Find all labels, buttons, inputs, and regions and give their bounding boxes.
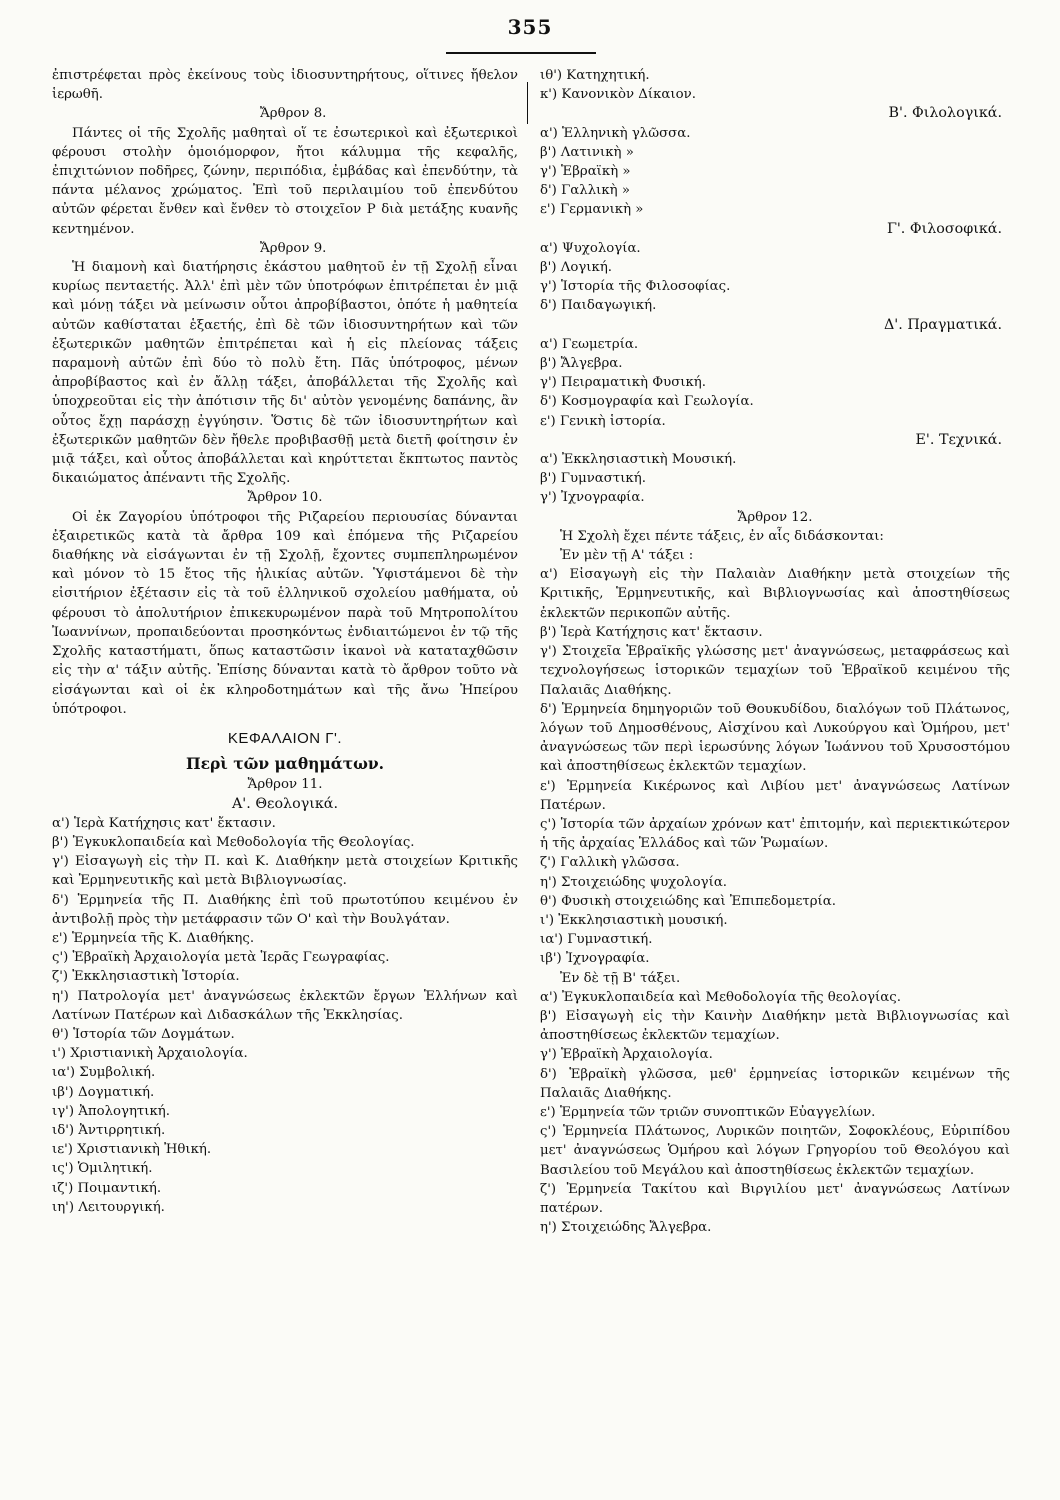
- right-column: [540, 66, 1010, 1237]
- list-item: ς') Ἱστορία τῶν ἀρχαίων χρόνων κατ' ἐπιτομήν, καὶ περιεκτικώτερον ἡ τῆς ἀρχαίας Ἑλλάδος καὶ τῶν Ῥωμαίων.: [540, 816, 1010, 852]
- list-item: θ') Φυσικὴ στοιχειώδης καὶ Ἐπιπεδομετρία.: [540, 893, 836, 909]
- list-item: ζ') Γαλλικὴ γλῶσσα.: [540, 855, 680, 871]
- list-item: α') Ψυχολογία.: [540, 240, 641, 256]
- chapter-title: ΚΕΦΑΛΑΙΟΝ Γ'.: [227, 729, 343, 747]
- header-rule: [446, 52, 596, 54]
- article-12-title: Ἄρθρον 12.: [737, 509, 813, 525]
- list-item: α') Εἰσαγωγὴ εἰς τὴν Παλαιὰν Διαθήκην μετὰ στοιχείων τῆς Κριτικῆς, Ἑρμηνευτικῆς, καὶ Βιβλιογνωσίας καὶ ἀποστηθίσεως ἐκλεκτῶν περικοπῶν αὐτῆς.: [540, 567, 1010, 621]
- list-item: β') Ἐγκυκλοπαιδεία καὶ Μεθοδολογία τῆς Θεολογίας.: [52, 834, 415, 850]
- left-column: [52, 66, 518, 1217]
- section-d-title: Δ'. Πραγματικά.: [883, 316, 1002, 333]
- list-item: ζ') Ἑρμηνεία Τακίτου καὶ Βιργιλίου μετ' ἀναγνώσεως Λατίνων πατέρων.: [540, 1181, 1010, 1216]
- list-item: β') Λατινικὴ »: [540, 144, 634, 160]
- list-item: α') Γεωμετρία.: [540, 336, 639, 352]
- list-item: γ') Στοιχεῖα Ἑβραϊκῆς γλώσσης μετ' ἀναγνώσεως, μεταφράσεως καὶ τεχνολογήσεως ἱστορικῶν τεμαχίων τοῦ Ἑβραϊκοῦ κειμένου τῆς Παλαιᾶς Διαθήκης.: [540, 644, 1010, 698]
- list-item: ε') Γερμανικὴ »: [540, 202, 644, 218]
- chapter-subtitle: Περὶ τῶν μαθημάτων.: [185, 754, 385, 774]
- list-item: δ') Ἑρμηνεία τῆς Π. Διαθήκης ἐπὶ τοῦ πρωτοτύπου κειμένου ἐν ἀντιβολῇ πρὸς τὴν μετάφρασιν τῶν Ο' καὶ τὴν Βουλγάταν.: [52, 892, 518, 927]
- article-9-title: Ἄρθρον 9.: [260, 240, 327, 256]
- list-item: ιζ') Ποιμαντική.: [52, 1180, 162, 1196]
- list-item: ε') Ἑρμηνεία τῶν τριῶν συνοπτικῶν Εὐαγγελίων.: [540, 1104, 876, 1120]
- list-item: β') Ἄλγεβρα.: [540, 356, 623, 372]
- list-item: γ') Ἱστορία τῆς Φιλοσοφίας.: [540, 279, 731, 295]
- list-item: β') Γυμναστική.: [540, 471, 646, 487]
- article-11-title: Ἄρθρον 11.: [247, 777, 323, 793]
- list-item: θ') Ἱστορία τῶν Δογμάτων.: [52, 1026, 235, 1042]
- article-10-title: Ἄρθρον 10.: [247, 490, 323, 506]
- list-item: ιε') Χριστιανικὴ Ἠθική.: [52, 1142, 212, 1158]
- list-item: κ') Κανονικὸν Δίκαιον.: [540, 87, 696, 103]
- list-item: β') Λογική.: [540, 260, 613, 276]
- class-a-intro: Ἐν μὲν τῇ Α' τάξει :: [560, 548, 694, 564]
- article-8-title: Ἄρθρον 8.: [260, 106, 327, 122]
- list-item: η') Στοιχειώδης ψυχολογία.: [540, 874, 728, 890]
- list-item: δ') Γαλλικὴ »: [540, 183, 630, 199]
- article-8-text: Πάντες οἱ τῆς Σχολῆς μαθηταὶ οἵ τε ἐσωτερικοὶ καὶ ἐξωτερικοὶ φέρουσι στολὴν ὁμοιόμορφον, ἤτοι κάλυμμα τῆς κεφαλῆς, ἐπιχιτώνιον ποδῆρες, ζώνην, περιπόδια, ἐμβάδας καὶ ἐπενδύτην, τὰ πάντα μέλανος χρώματος. Ἐπὶ τοῦ περιλαιμίου τοῦ ἐπενδύτου αὐτῶν φέρεται ἔνθεν καὶ ἔνθεν τὸ στοιχεῖον Ρ διὰ μετάξης κυανῆς κεντημένον.: [52, 125, 518, 237]
- list-item: ια') Γυμναστική.: [540, 932, 653, 948]
- list-item: ς') Ἑβραϊκὴ Ἀρχαιολογία μετὰ Ἱερᾶς Γεωγραφίας.: [52, 950, 390, 966]
- list-item: γ') Ἰχνογραφία.: [540, 490, 645, 506]
- list-item: γ') Εἰσαγωγὴ εἰς τὴν Π. καὶ Κ. Διαθήκην μετὰ στοιχείων Κριτικῆς καὶ Ἑρμηνευτικῆς καὶ μετὰ Βιβλιογνωσίας.: [52, 854, 518, 889]
- list-item: γ') Ἑβραϊκὴ »: [540, 164, 631, 180]
- article-9-text: Ἡ διαμονὴ καὶ διατήρησις ἑκάστου μαθητοῦ ἐν τῇ Σχολῇ εἶναι κυρίως πενταετής. Ἀλλ' ἐπὶ μὲν τῶν ὑποτρόφων ἐπιτρέπεται ἐν μιᾷ καὶ μόνῃ τάξει νὰ μείνωσιν οὗτοι ἀπροβίβαστοι, ὁπότε ἡ μαθητεία αὐτῶν καθίσταται ἑξαετής, ἐπὶ δὲ τῶν ἰδιοσυντηρήτων καὶ τῶν ἐξωτερικῶν μαθητῶν ἐπιτρέπεται καὶ ἡ εἰς πλείονας τάξεις παραμονὴ αὐτῶν ἐπὶ δύο τὸ πολὺ ἔτη. Πᾶς ὑπότροφος, μένων ἀπροβίβαστος καὶ ἐν ἄλλῃ τάξει, ἀποβάλλεται τῆς Σχολῆς καὶ ὑποχρεοῦται εἰς τὴν ἀπότισιν τῆς δι' αὐτὸν γενομένης δαπάνης, ἂν οὗτος ἔχῃ παράσχῃ ἐγγύησιν. Ὅστις δὲ τῶν ἰδιοσυντηρήτων καὶ ἐξωτερικῶν μαθητῶν δὲν ἤθελε προβιβασθῇ μετὰ διετῆ φοίτησιν ἐν μιᾷ τάξει, καὶ οὗτος ἀποβάλλεται καὶ κηρύττεται ἔκπτωτος παντὸς δικαιώματος ἀπέναντι τῆς Σχολῆς.: [52, 260, 518, 487]
- list-item: α') Ἐγκυκλοπαιδεία καὶ Μεθοδολογία τῆς θεολογίας.: [540, 989, 901, 1005]
- column-divider: [527, 82, 528, 124]
- section-e-title: Ε'. Τεχνικά.: [915, 431, 1002, 448]
- list-item: ια') Συμβολική.: [52, 1065, 156, 1081]
- list-item: ιβ') Ἰχνογραφία.: [540, 951, 650, 967]
- list-item: ιδ') Ἀντιρρητική.: [52, 1122, 166, 1138]
- list-item: δ') Ἑβραϊκὴ γλῶσσα, μεθ' ἑρμηνείας ἱστορικῶν κειμένων τῆς Παλαιᾶς Διαθήκης.: [540, 1066, 1010, 1101]
- list-item: ι') Ἐκκλησιαστικὴ μουσική.: [540, 912, 728, 928]
- list-item: α') Ἐκκλησιαστικὴ Μουσική.: [540, 452, 737, 468]
- section-a-title: Α'. Θεολογικά.: [231, 795, 339, 812]
- class-b-intro: Ἐν δὲ τῇ Β' τάξει.: [560, 970, 681, 986]
- list-item: ις') Ὁμιλητική.: [52, 1161, 153, 1177]
- list-item: η') Πατρολογία μετ' ἀναγνώσεως ἐκλεκτῶν ἔργων Ἑλλήνων καὶ Λατίνων Πατέρων καὶ Διδασκάλων τῆς Ἐκκλησίας.: [52, 988, 518, 1023]
- list-item: β') Εἰσαγωγὴ εἰς τὴν Καινὴν Διαθήκην μετὰ Βιβλιογνωσίας καὶ ἀποστηθίσεως ἐκλεκτῶν τεμαχίων.: [540, 1008, 1010, 1044]
- list-item: β') Ἱερὰ Κατήχησις κατ' ἔκτασιν.: [540, 624, 763, 640]
- list-item: ε') Ἑρμηνεία τῆς Κ. Διαθήκης.: [52, 930, 255, 946]
- section-b-title: Β'. Φιλολογικά.: [888, 105, 1002, 122]
- section-c-title: Γ'. Φιλοσοφικά.: [886, 220, 1002, 237]
- list-item: ιβ') Δογματική.: [52, 1084, 155, 1100]
- list-item: α') Ἱερὰ Κατήχησις κατ' ἔκτασιν.: [52, 815, 276, 831]
- list-item: δ') Κοσμογραφία καὶ Γεωλογία.: [540, 394, 754, 410]
- theology-list: [52, 814, 518, 1217]
- list-item: α') Ἑλληνικὴ γλῶσσα.: [540, 125, 691, 141]
- list-item: δ') Ἑρμηνεία δημηγοριῶν τοῦ Θουκυδίδου, διαλόγων τοῦ Πλάτωνος, λόγων τοῦ Δημοσθένους, Αἰσχίνου καὶ Λυκούργου καὶ Ὁμήρου, μετ' ἀναγνώσεως τῶν περὶ ἱερωσύνης λόγων Ἰωάννου τοῦ Χρυσοστόμου καὶ ἀποστηθίσεως ἐκλεκτῶν τεμαχίων.: [540, 701, 1010, 775]
- article-12-intro: Ἡ Σχολὴ ἔχει πέντε τάξεις, ἐν αἷς διδάσκονται:: [560, 528, 884, 544]
- list-item: ι') Χριστιανικὴ Ἀρχαιολογία.: [52, 1046, 248, 1062]
- list-item: γ') Ἑβραϊκὴ Ἀρχαιολογία.: [540, 1047, 713, 1063]
- page-number: 355: [507, 15, 553, 39]
- list-item: ιθ') Κατηχητική.: [540, 68, 650, 83]
- list-item: ζ') Ἐκκλησιαστικὴ Ἱστορία.: [52, 969, 240, 985]
- list-item: δ') Παιδαγωγική.: [540, 298, 657, 314]
- list-item: γ') Πειραματικὴ Φυσική.: [540, 375, 706, 391]
- list-item: ε') Ἑρμηνεία Κικέρωνος καὶ Λιβίου μετ' ἀναγνώσεως Λατίνων Πατέρων.: [540, 778, 1010, 813]
- list-item: η') Στοιχειώδης Ἄλγεβρα.: [540, 1220, 712, 1236]
- list-item: ιγ') Ἀπολογητική.: [52, 1103, 170, 1119]
- list-item: ς') Ἑρμηνεία Πλάτωνος, Λυρικῶν ποιητῶν, Σοφοκλέους, Εὐριπίδου μετ' ἀναγνώσεως Ὁμήρου καὶ λόγων Γρηγορίου τοῦ Θεολόγου καὶ Βασιλείου τοῦ Μεγάλου καὶ ἀποστηθίσεως ἐκλεκτῶν τεμαχίων.: [540, 1124, 1010, 1178]
- article-10-text: Οἱ ἐκ Ζαγορίου ὑπότροφοι τῆς Ριζαρείου περιουσίας δύνανται ἐξαιρετικῶς κατὰ τὰ ἄρθρα 109 καὶ ἑπόμενα τῆς Ριζαρείου διαθήκης νὰ εἰσάγωνται ἐν τῇ Σχολῇ, ἔχοντες συμπεπληρωμένον καὶ μόνον τὸ 15 ἔτος τῆς ἡλικίας αὐτῶν. Ὑφιστάμενοι δὲ τὴν εἰσιτήριον ἐξέτασιν εἰς τὰ τοῦ ἑλληνικοῦ σχολείου μαθήματα, οὐ φέρουσι τὸ ἀπολυτήριον ἐπικεκυρωμένον παρὰ τοῦ Μητροπολίτου Ἰωαννίνων, προπαιδεύονται προσηκόντως ἐνδιαιτώμενοι ἐν τῷ τῆς Σχολῆς καταστήματι, ὅπως καταστῶσιν ἱκανοὶ νὰ καταταχθῶσιν εἰς τὴν α' τάξιν αὐτῆς. Ἐπίσης δύνανται κατὰ τὸ ἄρθρον τοῦτο νὰ εἰσάγωνται καὶ οἱ ἐκ κληροδοτημάτων καὶ τῆς ἄνω Ἠπείρου ὑπότροφοι.: [52, 509, 518, 717]
- list-item: ιη') Λειτουργική.: [52, 1199, 165, 1215]
- list-item: ε') Γενικὴ ἱστορία.: [540, 413, 666, 429]
- continuation-paragraph: ἐπιστρέφεται πρὸς ἐκείνους τοὺς ἰδιοσυντηρήτους, οἵτινες ἤθελον ἱερωθῆ.: [52, 68, 518, 103]
